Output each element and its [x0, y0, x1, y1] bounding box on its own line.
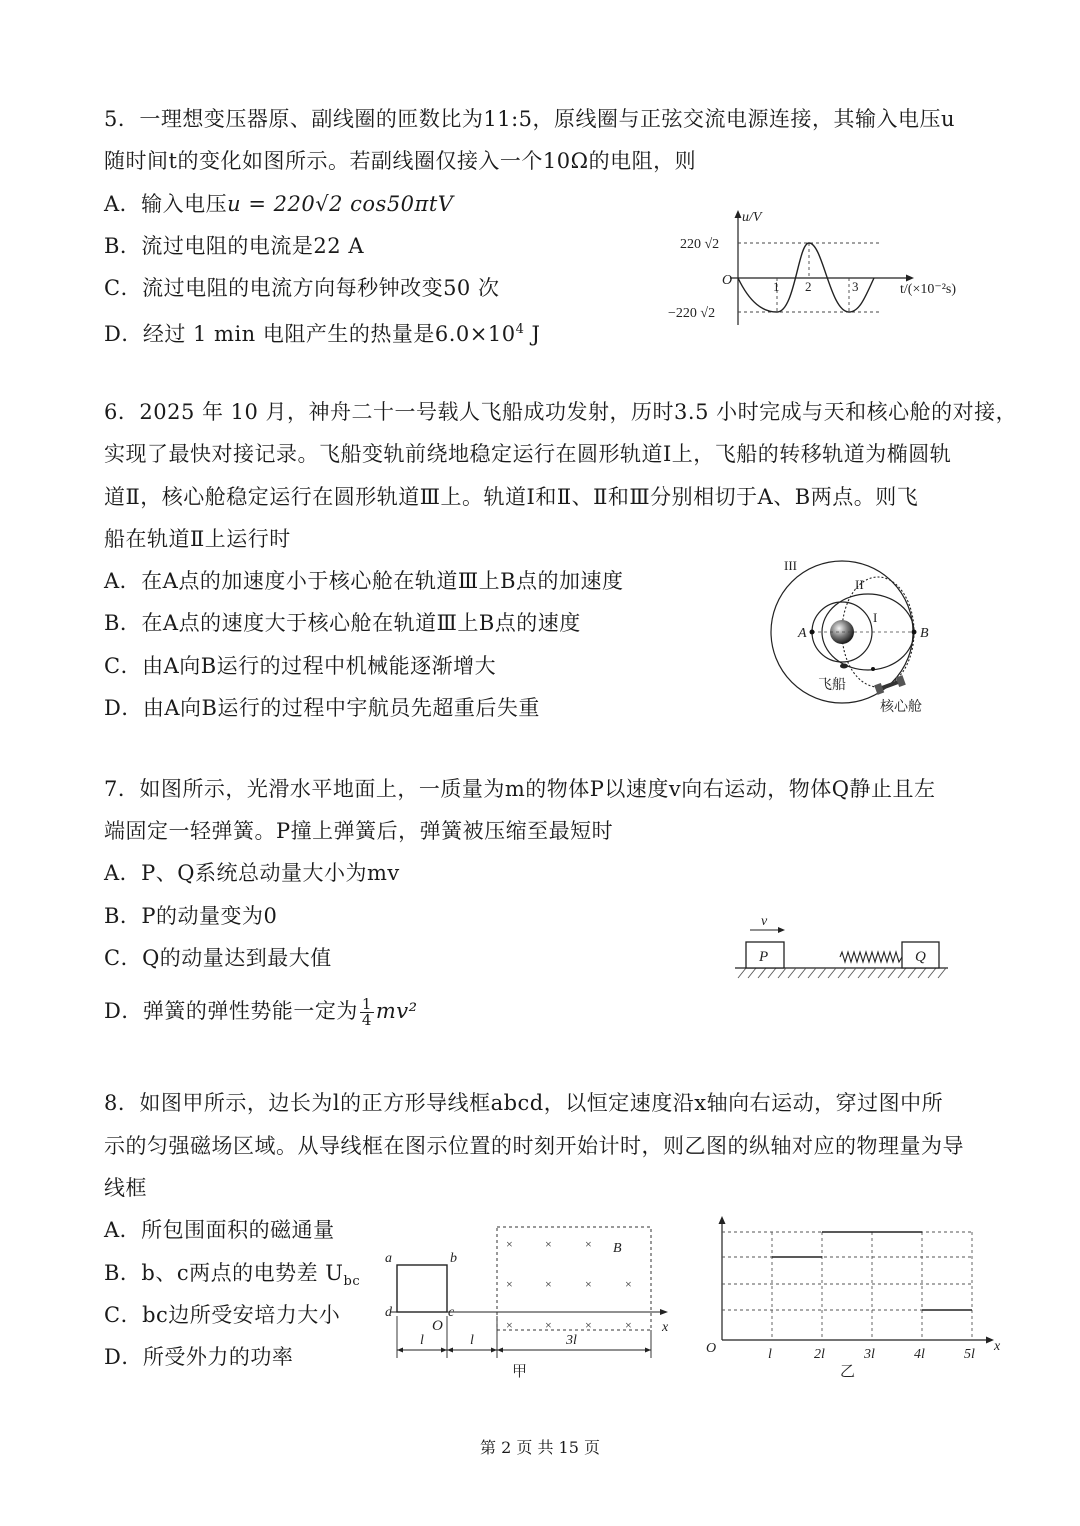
- q5-option-a-formula: u = 220√2 cos50πtV: [227, 192, 454, 216]
- q5-tick-2: 2: [805, 279, 812, 294]
- q8b-tick-3l: 3l: [864, 1347, 875, 1362]
- q8-x-arrow: [660, 1309, 668, 1315]
- q8-stem-line3: 线框: [104, 1176, 147, 1200]
- q6-station-icon: [874, 675, 906, 695]
- q8b-tick-2l: 2l: [814, 1347, 825, 1362]
- q8-wire-frame: [397, 1265, 447, 1312]
- q6-option-d: D．由A向B运行的过程中宇航员先超重后失重: [104, 696, 540, 720]
- q5-option-d-exponent: 4: [515, 322, 525, 337]
- q6-point-a-dot: [810, 630, 815, 635]
- q8-figure-a: [380, 1220, 675, 1385]
- q8-dim-arrow-6: [645, 1348, 651, 1353]
- q8-label-b: b: [450, 1251, 457, 1266]
- svg-text:×: ×: [585, 1277, 592, 1291]
- q8-dim-arrow-5: [497, 1348, 503, 1353]
- q5-x-arrow: [906, 275, 914, 282]
- q6-stem-line4: 船在轨道Ⅱ上运行时: [104, 527, 291, 551]
- q8-dim-l1: l: [420, 1333, 424, 1348]
- q8-dim-arrow-3: [447, 1348, 453, 1353]
- q6-ship-icon: [840, 664, 848, 669]
- q6-orbit-diagram: [760, 552, 960, 727]
- q7-fraction-denominator: 4: [361, 1011, 372, 1029]
- q6-label-orbit1: I: [873, 610, 878, 625]
- q7-collision-diagram: [730, 912, 955, 982]
- q7-option-a: A．P、Q系统总动量大小为mv: [104, 861, 400, 885]
- q6-option-b: B．在A点的速度大于核心舱在轨道Ⅲ上B点的速度: [104, 611, 581, 635]
- svg-text:×: ×: [585, 1237, 592, 1251]
- q7-label-p: P: [759, 949, 769, 965]
- svg-text:×: ×: [506, 1277, 513, 1291]
- q8-option-b-label: B．b、c两点的电势差 U: [104, 1261, 344, 1285]
- q5-xlabel: t/(×10⁻²s): [900, 282, 957, 297]
- q6-option-a: A．在A点的加速度小于核心舱在轨道Ⅲ上B点的加速度: [104, 569, 624, 593]
- q8b-label-x: x: [994, 1339, 1001, 1354]
- q8-label-origin: O: [432, 1318, 443, 1334]
- q5-option-d-unit: J: [524, 322, 541, 346]
- q7-option-d-label: D．弹簧的弹性势能一定为: [104, 999, 358, 1023]
- q7-ground-hatch: [738, 968, 946, 978]
- q8-label-x: x: [662, 1320, 669, 1335]
- q6-stem-line1: 6．2025 年 10 月，神舟二十一号载人飞船成功发射，历时3.5 小时完成与天和核心舱的对接，: [104, 400, 1018, 424]
- q6-stem-line2: 实现了最快对接记录。飞船变轨前绕地稳定运行在圆形轨道Ⅰ上，飞船的转移轨道为椭圆轨: [104, 442, 952, 466]
- q7-option-d: [104, 996, 418, 1028]
- q6-point-b-dot: [912, 630, 917, 635]
- q8-dim-l2: l: [470, 1333, 474, 1348]
- svg-text:×: ×: [506, 1237, 513, 1251]
- q6-orbit-dot: [871, 667, 875, 671]
- svg-text:×: ×: [545, 1318, 552, 1332]
- q5-option-d-text: D．经过 1 min 电阻产生的热量是6.0×10: [104, 322, 516, 346]
- q8-caption-b: 乙: [840, 1364, 856, 1380]
- q8b-origin: O: [706, 1341, 717, 1356]
- q8-option-a: A．所包围面积的磁通量: [104, 1218, 335, 1242]
- q8b-tick-4l: 4l: [914, 1347, 925, 1362]
- q8-stem-line1: 8．如图甲所示，边长为l的正方形导线框abcd，以恒定速度沿x轴向右运动，穿过图中所: [104, 1091, 944, 1115]
- q6-label-ship: 飞船: [818, 678, 846, 693]
- q7-label-q: Q: [915, 949, 926, 965]
- svg-text:×: ×: [585, 1318, 592, 1332]
- q7-option-d-formula: mv²: [375, 999, 418, 1023]
- q8-option-c: C．bc边所受安培力大小: [104, 1303, 341, 1327]
- q5-ymax-label: 220 √2: [680, 237, 720, 252]
- q7-stem-line1: 7．如图所示，光滑水平地面上，一质量为m的物体P以速度v向右运动，物体Q静止且左: [104, 777, 936, 801]
- q8-label-a: a: [385, 1251, 392, 1266]
- svg-text:×: ×: [625, 1318, 632, 1332]
- q5-stem-line1: 5．一理想变压器原、副线圈的匝数比为11:5，原线圈与正弦交流电源连接，其输入电压u: [104, 107, 956, 131]
- svg-text:×: ×: [545, 1237, 552, 1251]
- q8b-grid: [722, 1232, 972, 1340]
- q5-tick-3: 3: [852, 279, 859, 294]
- q8-option-d: D．所受外力的功率: [104, 1345, 294, 1369]
- q7-label-v: v: [761, 914, 768, 929]
- q8-option-b: [104, 1258, 360, 1297]
- q8-dim-3l: 3l: [566, 1333, 577, 1348]
- q5-option-d: [104, 315, 540, 349]
- q8-dim-arrow-1: [397, 1348, 403, 1353]
- q5-y-arrow: [735, 210, 742, 218]
- q6-option-c: C．由A向B运行的过程中机械能逐渐增大: [104, 654, 497, 678]
- q5-origin: O: [722, 273, 733, 288]
- q8b-tick-l: l: [768, 1347, 772, 1362]
- q7-velocity-arrowhead: [778, 927, 785, 933]
- q5-tick-1: 1: [773, 279, 780, 294]
- q5-option-a: [104, 189, 453, 219]
- q6-label-orbit3: III: [784, 558, 797, 573]
- q8b-tick-5l: 5l: [964, 1347, 975, 1362]
- q6-label-orbit2: II: [855, 577, 864, 592]
- svg-text:×: ×: [625, 1277, 632, 1291]
- q7-spring: [840, 952, 902, 962]
- svg-text:×: ×: [506, 1318, 513, 1332]
- q6-stem-line3: 道Ⅱ，核心舱稳定运行在圆形轨道Ⅲ上。轨道Ⅰ和Ⅱ、Ⅱ和Ⅲ分别相切于A、B两点。则飞: [104, 485, 919, 509]
- q6-label-a: A: [798, 626, 807, 641]
- q7-fraction-numerator: 1: [361, 995, 372, 1013]
- q8b-y-arrow: [719, 1216, 726, 1224]
- q8-stem-line2: 示的匀强磁场区域。从导线框在图示位置的时刻开始计时，则乙图的纵轴对应的物理量为导: [104, 1134, 964, 1158]
- q5-option-c: C．流过电阻的电流方向每秒钟改变50 次: [104, 276, 500, 300]
- q6-label-b: B: [920, 626, 929, 641]
- q8-dim-arrow-4: [491, 1348, 497, 1353]
- q5-stem-line2: 随时间t的变化如图所示。若副线圈仅接入一个10Ω的电阻，则: [104, 149, 697, 173]
- q8-label-field: B: [613, 1241, 622, 1256]
- q8-caption-a: 甲: [512, 1364, 528, 1380]
- q8-figure-b: [700, 1212, 1015, 1382]
- page-footer: 第 2 页 共 15 页: [480, 1438, 600, 1457]
- svg-text:×: ×: [545, 1277, 552, 1291]
- q5-voltage-graph: [660, 205, 970, 330]
- q5-ymin-label: −220 √2: [668, 306, 716, 321]
- q7-option-c: C．Q的动量达到最大值: [104, 946, 332, 970]
- q5-option-b: B．流过电阻的电流是22 A: [104, 234, 364, 258]
- q6-label-station: 核心舱: [880, 700, 922, 715]
- q7-stem-line2: 端固定一轻弹簧。P撞上弹簧后，弹簧被压缩至最短时: [104, 819, 614, 843]
- q7-option-d-fraction: [360, 997, 374, 1028]
- q5-option-a-label: A．输入电压: [104, 192, 228, 216]
- q5-ylabel: u/V: [742, 210, 762, 225]
- q8-dim-arrow-2: [441, 1348, 447, 1353]
- q8-option-b-subscript: bc: [343, 1274, 361, 1290]
- q8-label-c: c: [448, 1305, 455, 1320]
- q7-option-b: B．P的动量变为0: [104, 904, 278, 928]
- q8-label-d: d: [385, 1305, 392, 1320]
- q8b-x-arrow: [986, 1337, 994, 1344]
